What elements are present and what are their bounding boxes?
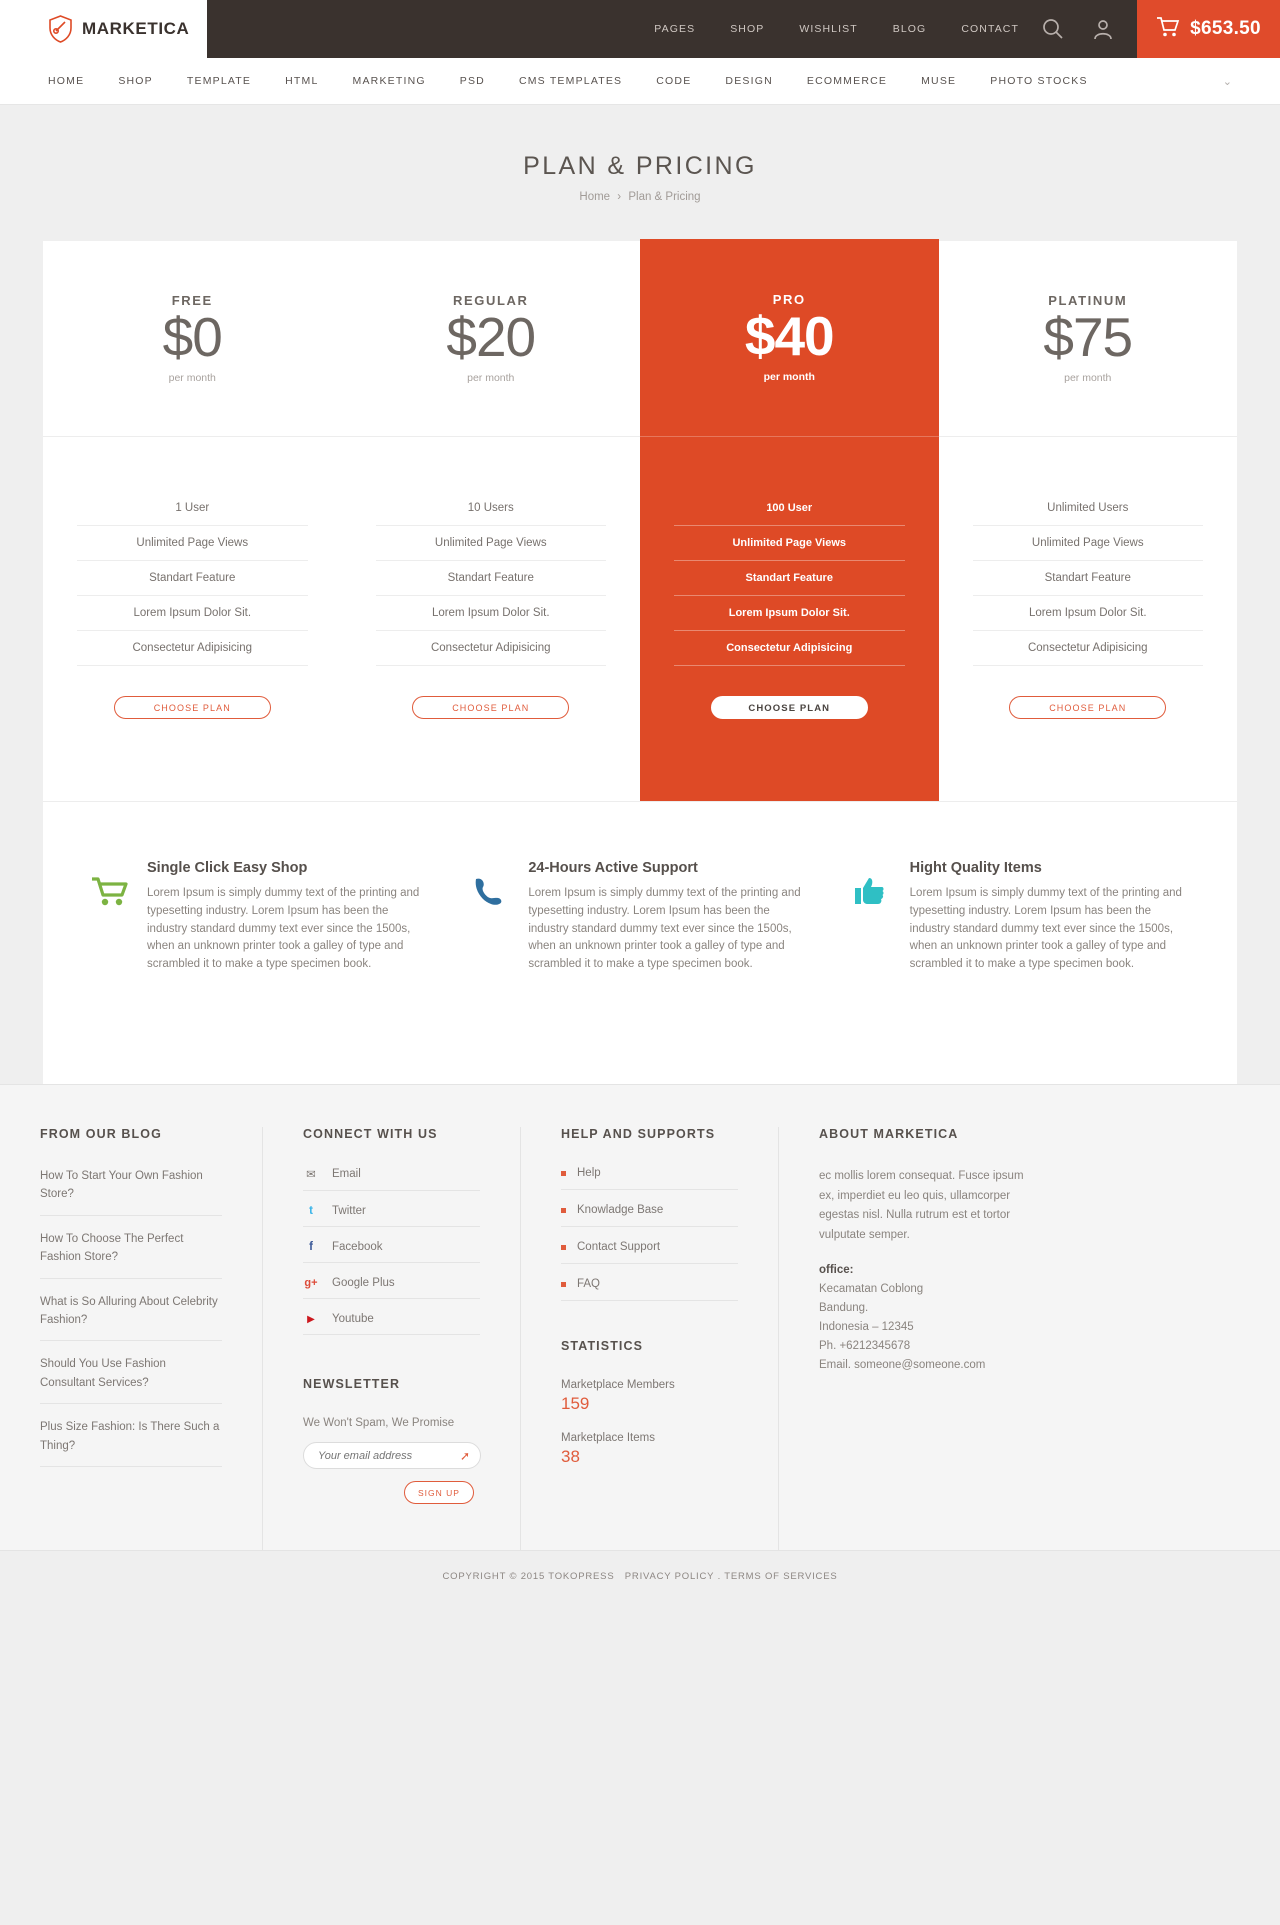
top-nav-item-contact[interactable]: CONTACT: [961, 23, 1019, 35]
plan-feature: Standart Feature: [674, 561, 905, 596]
list-item[interactable]: [303, 1277, 480, 1299]
plan-feature: Standart Feature: [77, 561, 308, 596]
top-icons: [1041, 0, 1137, 58]
social-label: Youtube: [332, 1313, 374, 1326]
plan-body: [43, 437, 342, 799]
pricing-plan-regular: [342, 241, 641, 801]
about-text: ec mollis lorem consequat. Fusce ipsum ex, imperdiet eu leo quis, ullamcorper egestas nisl. Nulla rutrum est et tortor vulputate semper.: [819, 1170, 1024, 1241]
social-label: Google Plus: [332, 1277, 395, 1290]
footer-heading-connect: CONNECT WITH US: [303, 1127, 438, 1142]
breadcrumb: [0, 191, 1280, 203]
thumbs-up-icon: [854, 860, 894, 974]
plan-price: $0: [162, 306, 222, 368]
nav-item-cms-templates[interactable]: CMS TEMPLATES: [518, 75, 623, 87]
nav-item-design[interactable]: DESIGN: [725, 75, 773, 87]
newsletter-subtitle: We Won't Spam, We Promise: [303, 1417, 455, 1430]
feature-24-hours-active-support: [472, 860, 807, 974]
user-icon[interactable]: [1091, 17, 1115, 41]
email-icon: ✉: [306, 1169, 316, 1182]
feature-title: Hight Quality Items: [909, 860, 1042, 876]
facebook-icon: f: [309, 1241, 313, 1254]
address-line-1: Kecamatan Coblong: [819, 1283, 924, 1296]
plan-period: per month: [467, 372, 515, 384]
bullet-icon: [561, 1245, 566, 1250]
address-line-2: Bandung.: [819, 1302, 869, 1315]
top-nav-item-wishlist[interactable]: WISHLIST: [799, 23, 858, 35]
top-nav-item-pages[interactable]: PAGES: [654, 23, 696, 35]
plan-name: PLATINUM: [1048, 293, 1128, 308]
plan-feature: Standart Feature: [973, 561, 1204, 596]
plan-feature: Unlimited Page Views: [674, 526, 905, 561]
cart-icon: [1156, 16, 1180, 43]
pricing-table: [43, 241, 1237, 801]
plan-feature-list: [376, 491, 607, 666]
footer-heading-about: ABOUT MARKETICA: [819, 1127, 959, 1142]
plan-feature: 100 User: [674, 491, 905, 526]
main-nav: [0, 58, 1280, 105]
breadcrumb-current: Plan & Pricing: [628, 191, 701, 203]
plan-body: [342, 437, 641, 799]
plan-header: [43, 241, 342, 437]
email-input[interactable]: [316, 1449, 456, 1463]
signup-button[interactable]: SIGN UP: [404, 1481, 474, 1504]
nav-item-muse[interactable]: MUSE: [921, 75, 957, 87]
pricing-plan-platinum: [939, 241, 1238, 801]
plan-feature: 1 User: [77, 491, 308, 526]
nav-item-home[interactable]: HOME: [48, 75, 85, 87]
phone-icon: [472, 860, 512, 974]
stat-label: Marketplace Items: [561, 1432, 655, 1445]
plan-body: [939, 437, 1238, 799]
logo-text: MARKETICA: [82, 19, 190, 38]
list-item[interactable]: [561, 1167, 738, 1190]
footer-help-list: [561, 1167, 738, 1301]
plan-feature: Unlimited Page Views: [77, 526, 308, 561]
feature-single-click-easy-shop: [91, 860, 426, 974]
logo[interactable]: [0, 0, 207, 58]
plan-name: REGULAR: [453, 293, 529, 308]
brand-shield-icon: [48, 15, 73, 43]
nav-item-psd[interactable]: PSD: [459, 75, 485, 87]
plan-spacer: [376, 719, 607, 799]
choose-plan-button-platinum[interactable]: CHOOSE PLAN: [1009, 696, 1166, 719]
footer-links[interactable]: PRIVACY POLICY . TERMS OF SERVICES: [624, 1571, 838, 1583]
page-header: [0, 105, 1280, 241]
footer-heading-statistics: STATISTICS: [561, 1339, 644, 1354]
nav-item-ecommerce[interactable]: ECOMMERCE: [806, 75, 888, 87]
list-item[interactable]: [303, 1241, 480, 1263]
plan-spacer: [77, 719, 308, 799]
feature-text: Lorem Ipsum is simply dummy text of the printing and typesetting industry. Lorem Ipsum has been the industry standard dummy text ever since the 1500s, when an unknown printer took a galley of type and scrambled it to make a type specimen book.: [909, 887, 1182, 971]
top-nav-item-blog[interactable]: BLOG: [892, 23, 927, 35]
nav-item-photo-stocks[interactable]: PHOTO STOCKS: [990, 75, 1088, 87]
top-bar: [0, 0, 1280, 58]
plan-name: PRO: [772, 292, 806, 307]
plan-header: [640, 239, 939, 437]
email-address[interactable]: Email. someone@someone.com: [819, 1359, 986, 1372]
feature-text: Lorem Ipsum is simply dummy text of the printing and typesetting industry. Lorem Ipsum has been the industry standard dummy text ever since the 1500s, when an unknown printer took a galley of type and scrambled it to make a type specimen book.: [528, 887, 801, 971]
plan-feature: Unlimited Page Views: [973, 526, 1204, 561]
plan-header: [939, 241, 1238, 437]
breadcrumb-separator: ›: [617, 191, 622, 203]
list-item[interactable]: [561, 1204, 738, 1227]
nav-item-template[interactable]: TEMPLATE: [186, 75, 252, 87]
list-item[interactable]: How To Choose The Perfect Fashion Store?: [40, 1230, 222, 1279]
nav-item-code[interactable]: CODE: [656, 75, 692, 87]
cart-button[interactable]: [1137, 0, 1280, 58]
list-item[interactable]: [561, 1241, 738, 1264]
footer: [0, 1084, 1280, 1550]
plan-period: per month: [1064, 372, 1112, 384]
plan-feature: Lorem Ipsum Dolor Sit.: [973, 596, 1204, 631]
top-nav: [207, 0, 1041, 58]
footer-col-blog: [0, 1127, 262, 1550]
plan-price: $40: [744, 305, 834, 367]
office-label: office:: [819, 1264, 854, 1277]
choose-plan-button-pro[interactable]: CHOOSE PLAN: [711, 696, 868, 719]
choose-plan-button-free[interactable]: CHOOSE PLAN: [114, 696, 271, 719]
footer-heading-blog: FROM OUR BLOG: [40, 1127, 162, 1142]
youtube-icon: ▶: [307, 1313, 315, 1325]
help-label: Contact Support: [577, 1241, 661, 1254]
feature-text: Lorem Ipsum is simply dummy text of the printing and typesetting industry. Lorem Ipsum has been the industry standard dummy text ever since the 1500s, when an unknown printer took a galley of type and scrambled it to make a type specimen book.: [147, 887, 420, 971]
footer-social-list: [303, 1167, 480, 1335]
breadcrumb-home[interactable]: Home: [579, 191, 611, 203]
shopping-cart-icon: [91, 860, 131, 974]
plan-period: per month: [168, 372, 216, 384]
top-nav-item-shop[interactable]: SHOP: [730, 23, 765, 35]
plan-feature: Consectetur Adipisicing: [77, 631, 308, 666]
newsletter-field[interactable]: [303, 1442, 481, 1469]
plan-feature-list: [674, 491, 905, 666]
cart-total: $653.50: [1190, 18, 1261, 39]
feature-title: 24-Hours Active Support: [528, 860, 698, 876]
pricing-plan-pro: [640, 239, 939, 801]
footer-col-about: [778, 1127, 1078, 1550]
plan-price: $20: [446, 306, 536, 368]
help-label: Knowladge Base: [577, 1204, 664, 1217]
plan-spacer: [674, 719, 905, 801]
feature-title: Single Click Easy Shop: [147, 860, 308, 876]
help-label: Help: [577, 1167, 601, 1180]
list-item[interactable]: [561, 1278, 738, 1301]
list-item[interactable]: [303, 1205, 480, 1227]
features-section: [43, 801, 1237, 1084]
search-icon[interactable]: [1041, 17, 1065, 41]
copyright-bar: [0, 1550, 1280, 1606]
bullet-icon: [561, 1171, 566, 1176]
plan-feature: Lorem Ipsum Dolor Sit.: [77, 596, 308, 631]
pricing-plan-free: [43, 241, 342, 801]
nav-item-html[interactable]: HTML: [285, 75, 319, 87]
plan-feature: Consectetur Adipisicing: [973, 631, 1204, 666]
google-plus-icon: g+: [304, 1277, 318, 1290]
nav-item-shop[interactable]: SHOP: [118, 75, 153, 87]
list-item[interactable]: Should You Use Fashion Consultant Services?: [40, 1355, 222, 1404]
choose-plan-button-regular[interactable]: CHOOSE PLAN: [412, 696, 569, 719]
list-item[interactable]: [303, 1167, 480, 1191]
plan-body: [640, 437, 939, 801]
send-arrow-icon[interactable]: ➚: [459, 1448, 470, 1463]
nav-item-marketing[interactable]: MARKETING: [352, 75, 426, 87]
stat-label: Marketplace Members: [561, 1379, 675, 1392]
plan-header: [342, 241, 641, 437]
list-item[interactable]: How To Start Your Own Fashion Store?: [40, 1167, 222, 1216]
list-item[interactable]: Plus Size Fashion: Is There Such a Thing?: [40, 1418, 222, 1467]
footer-heading-newsletter: NEWSLETTER: [303, 1377, 401, 1392]
social-label: Facebook: [332, 1241, 383, 1254]
plan-feature: Consectetur Adipisicing: [376, 631, 607, 666]
plan-feature: 10 Users: [376, 491, 607, 526]
plan-feature: Lorem Ipsum Dolor Sit.: [376, 596, 607, 631]
plan-name: FREE: [171, 293, 213, 308]
plan-feature-list: [973, 491, 1204, 666]
plan-period: per month: [763, 371, 815, 383]
content-panel: [43, 241, 1237, 1084]
bullet-icon: [561, 1208, 566, 1213]
footer-col-help: [520, 1127, 778, 1550]
stat-value: 159: [561, 1394, 590, 1414]
plan-feature: Unlimited Page Views: [376, 526, 607, 561]
list-item[interactable]: What is So Alluring About Celebrity Fashion?: [40, 1293, 222, 1342]
about-office: [819, 1261, 1038, 1375]
help-label: FAQ: [577, 1278, 601, 1291]
copyright-text: COPYRIGHT © 2015 TOKOPRESS: [442, 1571, 615, 1583]
plan-feature: Lorem Ipsum Dolor Sit.: [674, 596, 905, 631]
plan-spacer: [973, 719, 1204, 799]
social-label: Email: [332, 1168, 361, 1181]
feature-hight-quality-items: [854, 860, 1189, 974]
plan-feature: Consectetur Adipisicing: [674, 631, 905, 666]
footer-heading-help: HELP AND SUPPORTS: [561, 1127, 716, 1142]
footer-blog-list: [40, 1167, 222, 1467]
chevron-down-icon[interactable]: ⌄: [1222, 75, 1232, 88]
bullet-icon: [561, 1282, 566, 1287]
plan-feature-list: [77, 491, 308, 666]
phone-number: Ph. +6212345678: [819, 1340, 911, 1353]
plan-feature: Standart Feature: [376, 561, 607, 596]
page-title: PLAN & PRICING: [523, 152, 757, 180]
stat-value: 38: [561, 1447, 580, 1467]
list-item[interactable]: [303, 1313, 480, 1335]
twitter-icon: t: [309, 1205, 313, 1218]
address-line-3: Indonesia – 12345: [819, 1321, 914, 1334]
social-label: Twitter: [332, 1205, 366, 1218]
footer-col-connect: [262, 1127, 520, 1550]
plan-price: $75: [1043, 306, 1133, 368]
plan-feature: Unlimited Users: [973, 491, 1204, 526]
